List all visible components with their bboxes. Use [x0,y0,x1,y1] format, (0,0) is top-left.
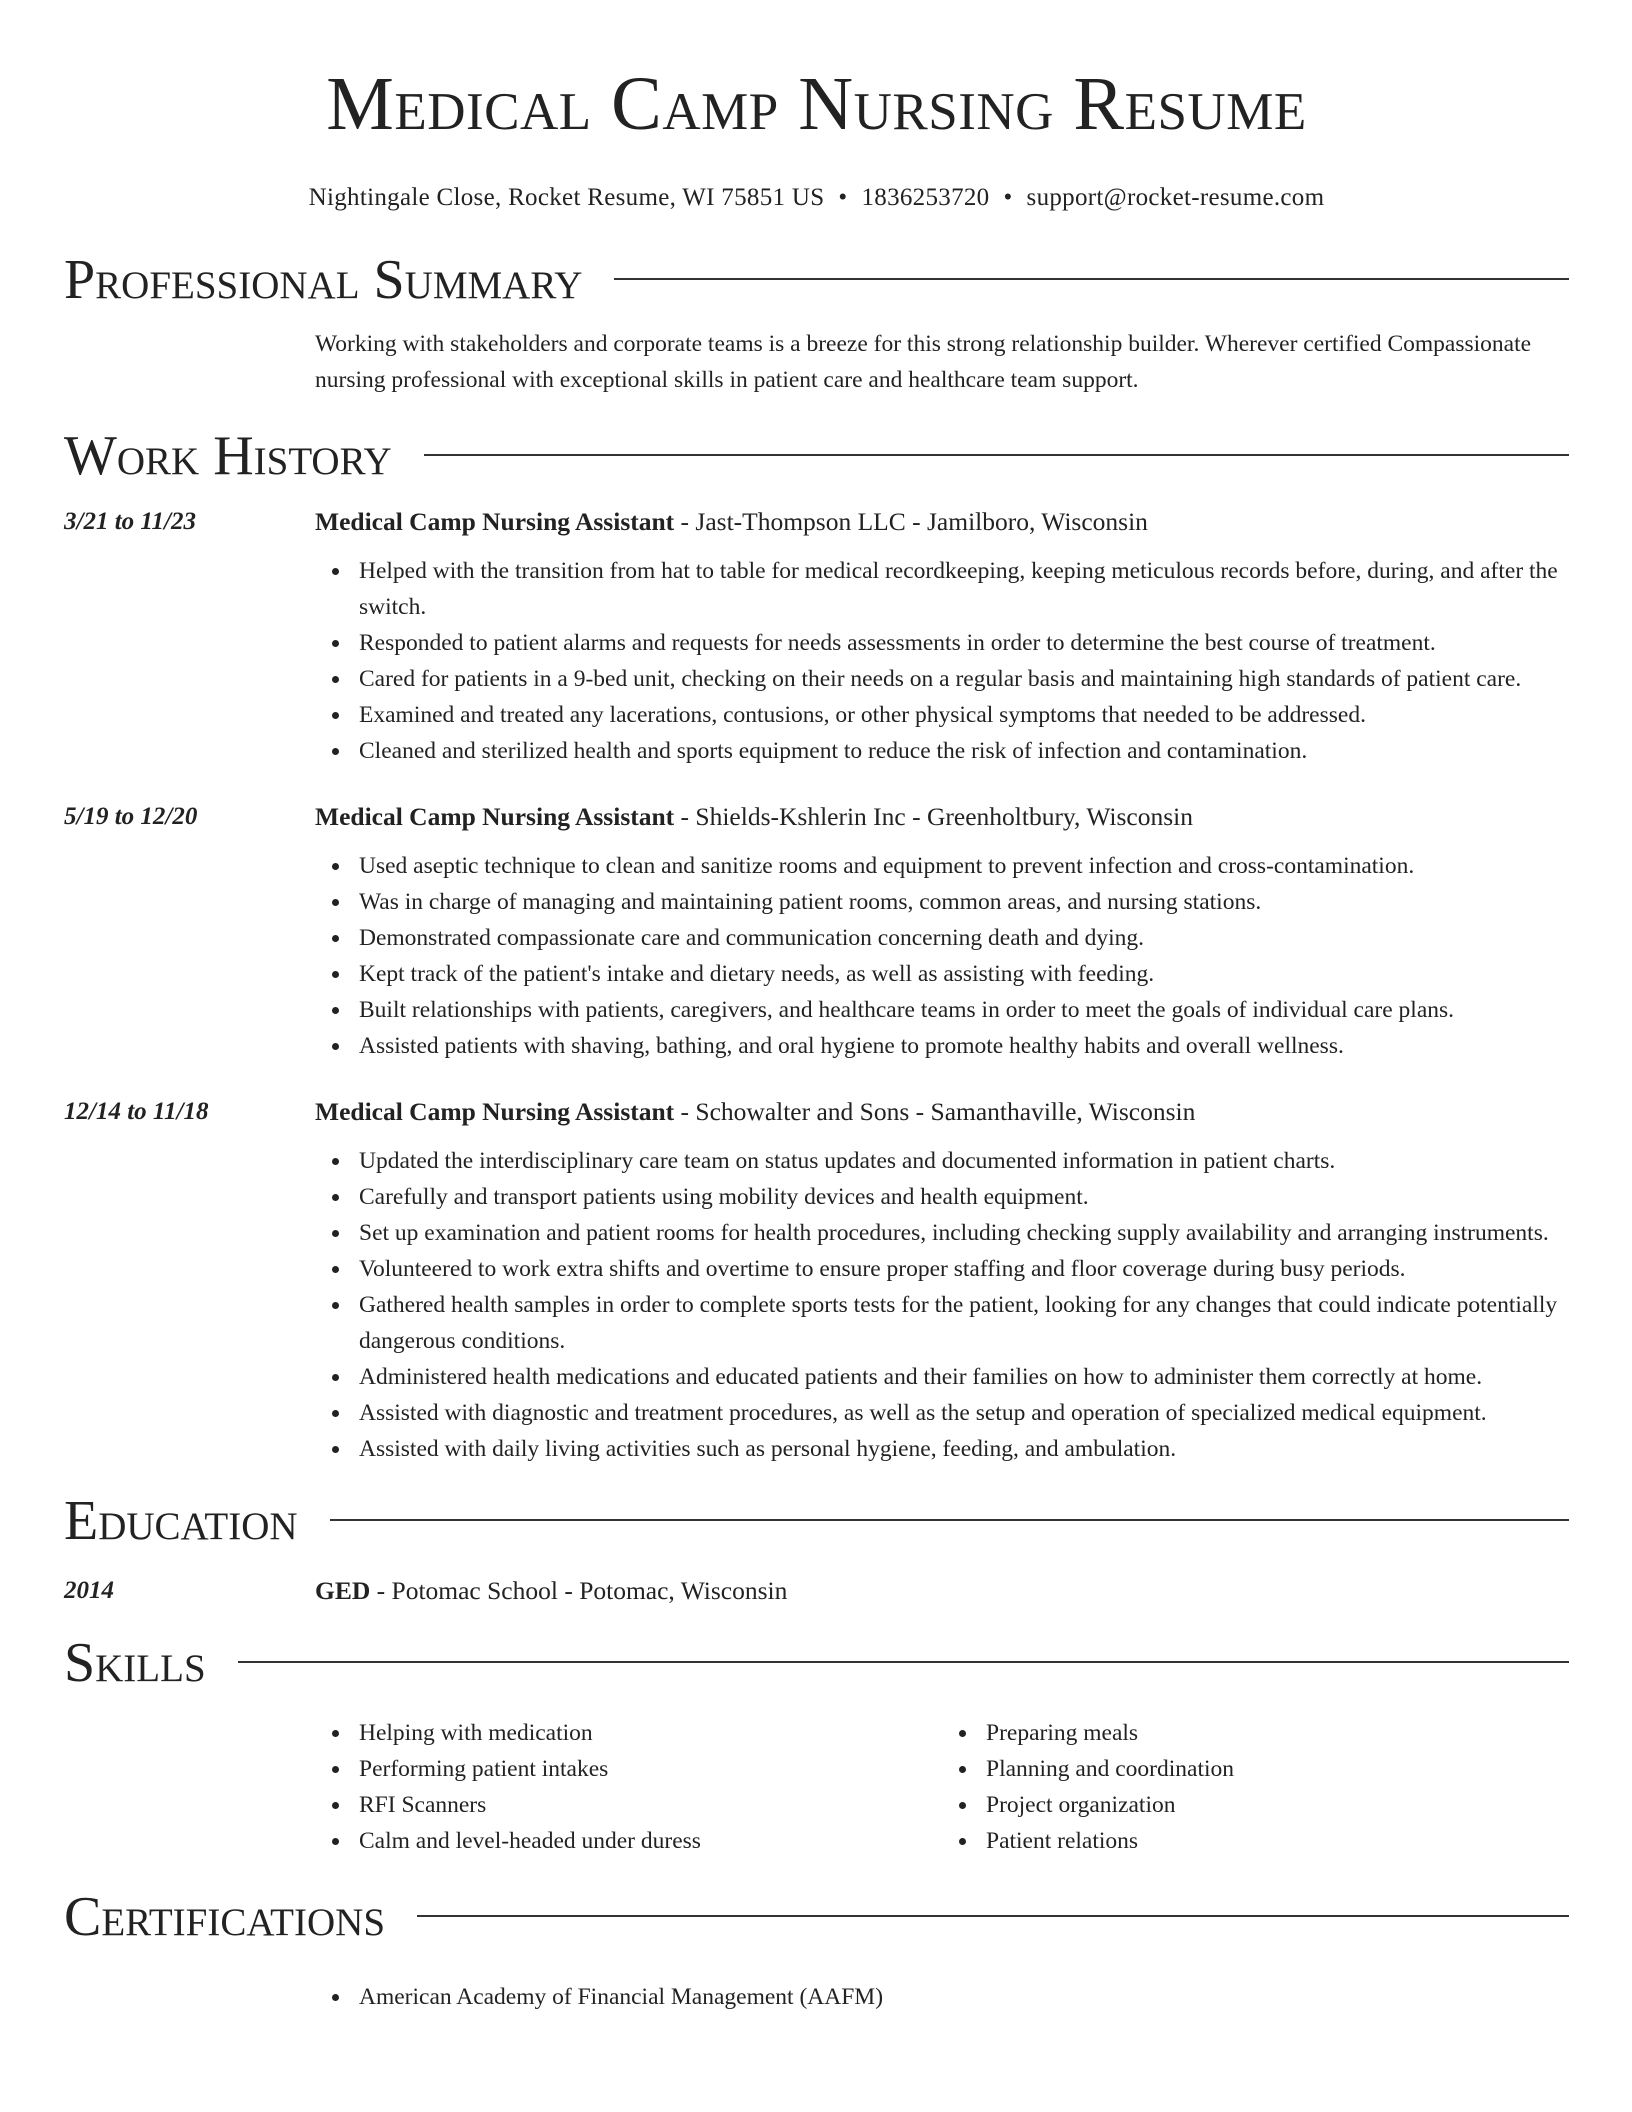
section-education-heading [64,1489,1569,1553]
list-item: Demonstrated compassionate care and communication concerning death and dying. [359,920,1569,956]
section-title: Professional Summary [64,249,583,311]
section-title: Education [64,1490,298,1552]
list-item: Cleaned and sterilized health and sports equipment to reduce the risk of infection and contamination. [359,733,1569,769]
skills-column-right [942,1715,1569,1859]
list-item: Gathered health samples in order to complete sports tests for the patient, looking for any changes that could indicate potentially dangerous conditions. [359,1287,1569,1359]
job-employer: - Shields-Kshlerin Inc - Greenholtbury, Wisconsin [674,802,1193,831]
section-certifications-heading [64,1885,1569,1949]
education-degree: GED [315,1576,371,1605]
list-item: Calm and level-headed under duress [359,1823,942,1859]
section-summary-heading [64,248,1569,312]
list-item: Helped with the transition from hat to table for medical recordkeeping, keeping meticulous records before, during, and after the switch. [359,553,1569,625]
education-entry [64,1575,1569,1607]
section-rule [238,1661,1569,1663]
job-entry [64,1096,1569,1467]
page-title: Medical Camp Nursing Resume [326,62,1307,146]
list-item: Cared for patients in a 9-bed unit, checking on their needs on a regular basis and maintaining high standards of patient care. [359,661,1569,697]
contact-line [64,182,1569,214]
section-work-heading [64,424,1569,488]
contact-email: support@rocket-resume.com [1026,184,1325,211]
list-item: Updated the interdisciplinary care team on status updates and documented information in patient charts. [359,1143,1569,1179]
list-item: Was in charge of managing and maintaining patient rooms, common areas, and nursing stations. [359,884,1569,920]
list-item: American Academy of Financial Management (AAFM) [359,1979,1569,2015]
list-item: Volunteered to work extra shifts and overtime to ensure proper staffing and floor coverage during busy periods. [359,1251,1569,1287]
certifications-items [315,1979,1569,2015]
section-rule [424,454,1569,456]
list-item: Project organization [986,1787,1569,1823]
job-entry [64,506,1569,769]
list-item: Administered health medications and educated patients and their families on how to administer them correctly at home. [359,1359,1569,1395]
section-title: Skills [64,1632,206,1694]
section-skills-heading [64,1631,1569,1695]
job-dates: 5/19 to 12/20 [64,803,198,830]
skills-column-left [315,1715,942,1859]
list-item: Planning and coordination [986,1751,1569,1787]
list-item: Performing patient intakes [359,1751,942,1787]
job-dates: 12/14 to 11/18 [64,1098,209,1125]
section-rule [417,1915,1569,1917]
list-item: Assisted with diagnostic and treatment procedures, as well as the setup and operation of specialized medical equipment. [359,1395,1569,1431]
job-heading [315,506,1569,538]
job-entry [64,801,1569,1064]
list-item: Helping with medication [359,1715,942,1751]
list-item: Built relationships with patients, caregivers, and healthcare teams in order to meet the goals of individual care plans. [359,992,1569,1028]
list-item: Examined and treated any lacerations, contusions, or other physical symptoms that needed to be addressed. [359,697,1569,733]
education-year: 2014 [64,1577,114,1604]
education-school: - Potomac School - Potomac, Wisconsin [370,1576,788,1605]
skills-list [315,1715,1569,1859]
job-bullets [315,1143,1569,1467]
summary-text: Working with stakeholders and corporate teams is a breeze for this strong relationship builder. Wherever certified Compassionate nursing professional with exceptional skills in patient care and healthcare team support. [315,331,1532,393]
list-item: Patient relations [986,1823,1569,1859]
job-title: Medical Camp Nursing Assistant [315,507,675,536]
job-dates: 3/21 to 11/23 [64,508,196,535]
list-item: Used aseptic technique to clean and sanitize rooms and equipment to prevent infection and cross-contamination. [359,848,1569,884]
job-title: Medical Camp Nursing Assistant [315,1097,675,1126]
list-item: Preparing meals [986,1715,1569,1751]
section-title: Work History [64,425,392,487]
list-item: Assisted with daily living activities such as personal hygiene, feeding, and ambulation. [359,1431,1569,1467]
contact-address: Nightingale Close, Rocket Resume, WI 75851 US [308,184,825,211]
education-detail [315,1575,1569,1607]
list-item: Carefully and transport patients using mobility devices and health equipment. [359,1179,1569,1215]
certifications-list [315,1979,1569,2015]
list-item: Responded to patient alarms and requests for needs assessments in order to determine the best course of treatment. [359,625,1569,661]
contact-separator: • [1003,184,1013,211]
job-bullets [315,848,1569,1064]
list-item: Kept track of the patient's intake and dietary needs, as well as assisting with feeding. [359,956,1569,992]
list-item: Set up examination and patient rooms for health procedures, including checking supply availability and arranging instruments. [359,1215,1569,1251]
contact-phone: 1836253720 [861,184,990,211]
job-heading [315,801,1569,833]
list-item: RFI Scanners [359,1787,942,1823]
section-rule [614,278,1569,280]
job-bullets [315,553,1569,769]
job-heading [315,1096,1569,1128]
section-rule [330,1519,1569,1521]
list-item: Assisted patients with shaving, bathing, and oral hygiene to promote healthy habits and overall wellness. [359,1028,1569,1064]
job-title: Medical Camp Nursing Assistant [315,802,675,831]
job-employer: - Schowalter and Sons - Samanthaville, Wisconsin [674,1097,1196,1126]
job-employer: - Jast-Thompson LLC - Jamilboro, Wisconsin [674,507,1148,536]
contact-separator: • [838,184,848,211]
section-title: Certifications [64,1886,386,1948]
